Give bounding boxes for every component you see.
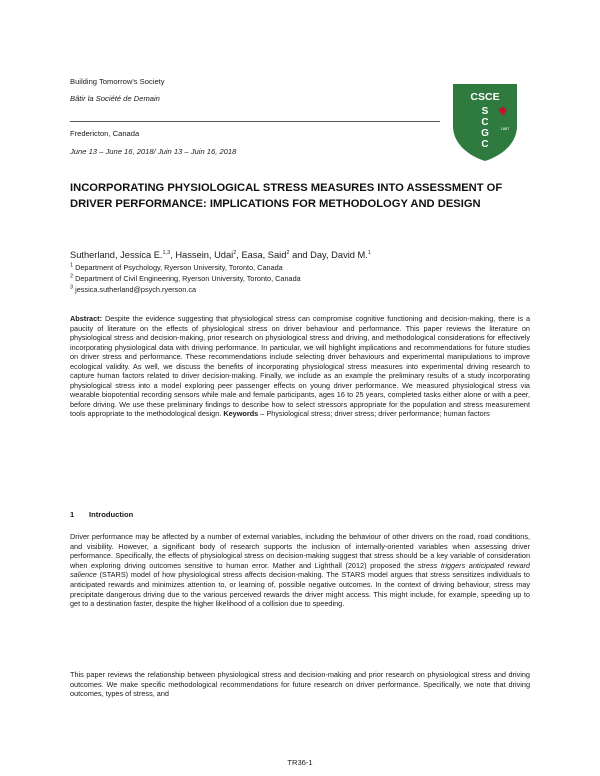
affiliation-3-email: $^3$ jessica.sutherland@psych.ryerson.ca <box>70 284 197 294</box>
csce-logo <box>451 82 519 162</box>
affiliation-1: $^1$ Department of Psychology, Ryerson University, Toronto, Canada <box>70 262 283 272</box>
society-name-fr: Bâtir la Société de Demain <box>70 94 160 103</box>
model-name-italic: stress triggers anticipated reward salience <box>70 560 530 580</box>
author-name: Day, David M. <box>310 250 368 260</box>
author-sup: 2 <box>233 249 237 256</box>
author-sup: 1 <box>367 249 371 256</box>
author-name: Sutherland, Jessica E. <box>70 250 163 260</box>
author-sup: 1,3 <box>162 249 171 256</box>
logo-top-text: CSCE <box>470 91 500 103</box>
abstract <box>70 314 530 419</box>
keywords-label: Keywords <box>223 409 259 419</box>
section-title: Introduction <box>89 510 134 519</box>
author-sep: , <box>236 250 242 260</box>
logo-bottom-letters <box>481 106 489 150</box>
author-name: Hassein, Udai <box>175 250 234 260</box>
conference-dates: June 13 – June 16, 2018/ Juin 13 – Juin 16, 2018 <box>70 147 237 156</box>
logo-year: 1887 <box>500 126 510 131</box>
logo-letter: C <box>481 117 489 128</box>
conference-location: Fredericton, Canada <box>70 129 140 138</box>
intro-paragraph-2: This paper reviews the relationship between physiological stress and decision-making and prior research on physiological stress and driving outcomes. We make specific methodological recommendations for future research on driver performance. Specifically, we note that driving outcomes, types of stress, and <box>70 670 530 699</box>
page-number: TR36-1 <box>287 758 313 767</box>
abstract-label: Abstract: <box>70 314 103 323</box>
abstract-text: Despite the evidence suggesting that physiological stress can compromise cognitive functioning and decision-making, there is a paucity of literature on the effects of physiological stress on driver behaviour and performance. This paper reviews the literature on physiological stress and decision-making, prior research on physiological stress and driving, and methodological considerations for effectively incorporating physiological data with driving performance. In particular, we will highlight implications and recommendations for future studies on driver stress and performance. These recommendations include selecting driver behaviours and experimental manipulations to improve ecological validity. As well, we discuss the benefits of incorporating physiological stress measures into experimental driving research to capture human factors related to driver decision-making. Finally, we include as an example the preliminary results of a study incorporating physiological stress into a model exploring peer passenger effects on young driver performance. We measured physiological stress via wearable biopotential recording sensors while male and female participants, ages 16 to 25 years, completed tasks either alone or with a peer, before driving. We use these preliminary findings to describe how to select stressors appropriate for the population and stress measurement tools appropriate to the methodological design. <box>70 314 530 419</box>
intro-paragraph-1: Driver performance may be affected by a number of external variables, including the behaviour of other drivers on the road, road conditions, and visibility. However, a significant body of research supports the inclusion of internally-oriented variables when assessing driver performance. Specifically, the effects of physiological stress on decision-making suggest that stress should be a key variable of consideration when exploring driving outcomes sensitive to human error. Mather and Lighthall (2012) proposed the stress triggers anticipated reward salience (STARS) model of how physiological stress affects decision-making. The STARS model argues that stress sensitizes individuals to anticipated rewards and minimizes attention to, or learning of, possible negative outcomes. In the context of driving behaviour, stress may precipitate dangerous driving due to the various perceived rewards the driver might access. This might include, for example, speeding up to get to a destination faster, despite the higher likelihood of a collision due to speeding. <box>70 532 530 609</box>
author-sep: and <box>289 250 311 260</box>
affiliation-2: $^2$ Department of Civil Engineering, Ryerson University, Toronto, Canada <box>70 273 301 283</box>
logo-letter: G <box>481 128 489 139</box>
logo-letter: C <box>481 139 489 150</box>
society-name-en: Building Tomorrow's Society <box>70 77 165 86</box>
section-number: 1 <box>70 510 75 519</box>
paper-title: INCORPORATING PHYSIOLOGICAL STRESS MEASURES INTO ASSESSMENT OF DRIVER PERFORMANCE: IMPLICATIONS FOR METHODOLOGY AND DESIGN <box>70 182 503 210</box>
header-rule <box>70 121 440 122</box>
author-name: Easa, Said <box>241 250 287 260</box>
logo-letter: S <box>481 106 489 117</box>
keywords-text: – Physiological stress; driver stress; driver performance; human factors <box>258 409 490 419</box>
author-sup: 2 <box>286 249 290 256</box>
author-sep: , <box>170 250 176 260</box>
author-list <box>70 249 540 261</box>
